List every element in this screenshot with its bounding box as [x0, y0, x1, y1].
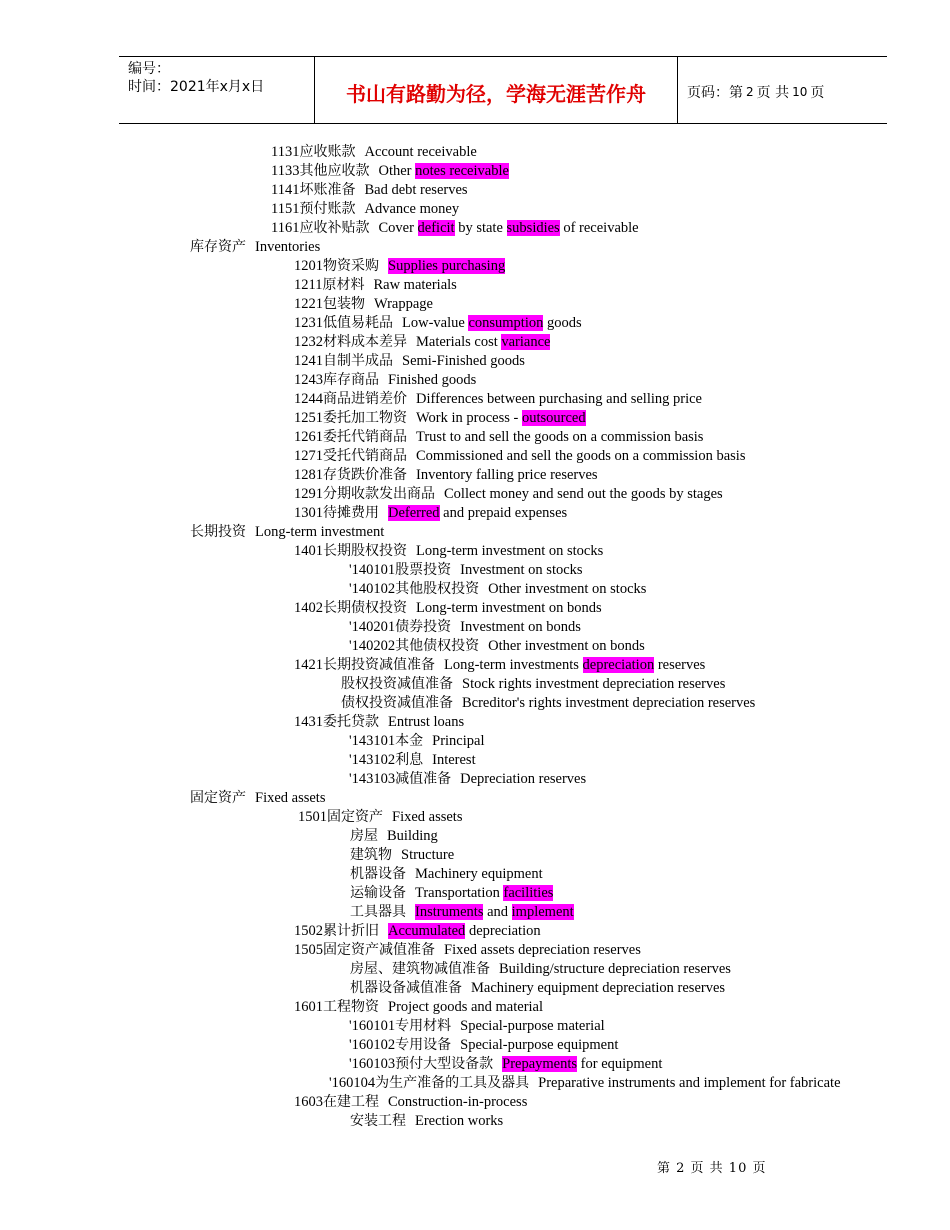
account-name-en: Fixed assets	[255, 790, 326, 806]
account-code: 1241	[294, 353, 323, 369]
account-name-en: Commissioned and sell the goods on a commission basis	[416, 448, 746, 464]
account-code: 1401	[294, 543, 323, 559]
account-name-en: reserves	[654, 657, 706, 673]
account-entry	[350, 1112, 503, 1131]
account-entry	[349, 732, 484, 751]
account-entry	[294, 998, 543, 1017]
account-name-zh: 股票投资	[395, 562, 452, 578]
account-name-en: Fixed assets	[392, 809, 463, 825]
account-name-en: Work in process -	[416, 410, 522, 426]
account-name-en: depreciation	[465, 923, 541, 939]
account-code: 1431	[294, 714, 323, 730]
account-name-en: Bcreditor's rights investment depreciation reserves	[462, 695, 756, 711]
account-name-en: for equipment	[577, 1056, 663, 1072]
account-code: '140101	[349, 562, 396, 578]
account-name-zh: 其他股权投资	[395, 581, 480, 597]
account-name-en: Differences between purchasing and selling price	[416, 391, 702, 407]
account-code: 1151	[271, 201, 300, 217]
account-name-en: Machinery equipment depreciation reserves	[471, 980, 726, 996]
account-name-en: Preparative instruments and implement for fabricate	[538, 1075, 841, 1091]
highlighted-term: Prepayments	[502, 1056, 578, 1072]
account-name-en: Semi-Finished goods	[402, 353, 525, 369]
account-entry	[350, 884, 553, 903]
account-code: 1231	[294, 315, 323, 331]
header-meta	[119, 57, 315, 123]
account-entry	[349, 561, 583, 580]
account-name-en: Cover	[378, 220, 418, 236]
account-name-zh: 机器设备减值准备	[350, 980, 462, 996]
account-name-en: and	[483, 904, 512, 920]
account-entry	[294, 485, 723, 504]
account-name-zh: 安装工程	[350, 1113, 406, 1129]
account-entry	[349, 770, 586, 789]
account-name-en: Long-term investment	[255, 524, 385, 540]
account-name-en: Principal	[432, 733, 485, 749]
account-name-en: Construction-in-process	[388, 1094, 528, 1110]
account-name-zh: 长期债权投资	[323, 600, 407, 616]
account-name-en: Investment on bonds	[460, 619, 581, 635]
account-entry	[294, 466, 598, 485]
account-entry	[350, 960, 731, 979]
account-name-zh: 长期投资减值准备	[323, 657, 435, 673]
account-entry	[349, 618, 581, 637]
page-suffix: 页	[810, 85, 825, 101]
account-code: 1402	[294, 600, 323, 616]
account-entry	[341, 694, 755, 713]
account-code: 1505	[294, 942, 323, 958]
highlighted-term: depreciation	[582, 657, 655, 673]
account-name-zh: 自制半成品	[323, 353, 393, 369]
header-motto: 书山有路勤为径，学海无涯苦作舟	[315, 57, 678, 123]
account-name-en: Finished goods	[388, 372, 477, 388]
account-code: '160103	[349, 1056, 396, 1072]
account-name-en: Long-term investment on stocks	[416, 543, 604, 559]
highlighted-term: Instruments	[415, 904, 484, 920]
account-code: '143102	[349, 752, 396, 768]
account-name-zh: 受托代销商品	[323, 448, 407, 464]
account-entry	[294, 542, 603, 561]
account-entry	[350, 865, 543, 884]
document-time-label: 时间：2021年x月x日	[128, 79, 265, 95]
account-name-en: Advance money	[364, 201, 460, 217]
highlighted-term: Supplies purchasing	[388, 258, 506, 274]
account-name-zh: 材料成本差异	[323, 334, 407, 350]
account-name-en: and prepaid expenses	[439, 505, 568, 521]
account-entry	[271, 181, 468, 200]
account-name-en: goods	[543, 315, 582, 331]
account-code: 1261	[294, 429, 323, 445]
account-entry	[350, 979, 725, 998]
account-name-en: Building	[387, 828, 438, 844]
account-name-en: of receivable	[559, 220, 639, 236]
account-entry	[190, 238, 320, 257]
account-entry	[294, 371, 476, 390]
account-name-zh: 在建工程	[323, 1094, 379, 1110]
account-code: 1141	[271, 182, 300, 198]
account-code: '140201	[349, 619, 396, 635]
account-name-zh: 房屋、建筑物减值准备	[350, 961, 490, 977]
account-entry	[294, 922, 541, 941]
account-name-zh: 长期投资	[190, 524, 246, 540]
highlighted-term: outsourced	[521, 410, 586, 426]
account-name-en: Other investment on bonds	[488, 638, 645, 654]
highlighted-term: notes receivable	[415, 163, 509, 179]
page-footer: 第 2 页 共 10 页	[657, 1161, 767, 1176]
account-name-zh: 待摊费用	[323, 505, 379, 521]
account-code: 1211	[294, 277, 323, 293]
account-name-zh: 库存资产	[190, 239, 246, 255]
account-entry	[294, 390, 702, 409]
account-entry	[294, 276, 457, 295]
account-name-en: Building/structure depreciation reserves	[499, 961, 731, 977]
account-code: '140202	[349, 638, 396, 654]
account-name-zh: 专用材料	[395, 1018, 452, 1034]
account-name-zh: 利息	[395, 752, 424, 768]
highlighted-term: variance	[501, 334, 551, 350]
account-name-en: Special-purpose equipment	[460, 1037, 619, 1053]
account-code: 1281	[294, 467, 323, 483]
account-name-zh: 委托贷款	[323, 714, 379, 730]
account-name-zh: 固定资产	[190, 790, 246, 806]
account-name-zh: 股权投资减值准备	[341, 676, 453, 692]
account-code: '160101	[349, 1018, 396, 1034]
account-entry	[294, 333, 550, 352]
account-name-zh: 应收补贴款	[299, 220, 370, 236]
account-name-en: Raw materials	[373, 277, 457, 293]
account-name-en: Low-value	[402, 315, 469, 331]
account-name-en: Depreciation reserves	[460, 771, 587, 787]
account-name-zh: 长期股权投资	[323, 543, 407, 559]
page-current: 2	[746, 85, 754, 99]
account-name-en: Long-term investments	[444, 657, 583, 673]
account-entry	[350, 903, 574, 922]
account-entry	[349, 1055, 662, 1074]
account-entry	[298, 808, 462, 827]
account-entry	[294, 941, 641, 960]
account-name-en: Account receivable	[364, 144, 477, 160]
account-name-zh: 固定资产减值准备	[323, 942, 435, 958]
account-name-zh: 包装物	[323, 296, 365, 312]
account-code: '143103	[349, 771, 396, 787]
account-entry	[294, 257, 505, 276]
account-code: '160104	[329, 1075, 376, 1091]
account-code: 1601	[294, 999, 323, 1015]
account-entry	[329, 1074, 841, 1093]
account-entry	[349, 580, 646, 599]
account-code: 1133	[271, 163, 300, 179]
account-entry	[271, 162, 509, 181]
account-name-zh: 存货跌价准备	[323, 467, 407, 483]
account-code: 1251	[294, 410, 323, 426]
document-number-label: 编号：	[128, 61, 170, 77]
account-entry	[294, 352, 525, 371]
account-name-zh: 为生产准备的工具及器具	[375, 1075, 530, 1091]
account-name-zh: 运输设备	[350, 885, 406, 901]
account-code: 1131	[271, 144, 300, 160]
account-code: 1501	[298, 809, 327, 825]
highlighted-term: implement	[511, 904, 574, 920]
page-prefix: 页码：第	[687, 85, 743, 101]
account-entry	[294, 504, 567, 523]
account-name-zh: 预付账款	[299, 201, 356, 217]
account-code: 1161	[271, 220, 300, 236]
account-entry	[294, 409, 586, 428]
page-header	[119, 56, 887, 124]
account-entry	[271, 219, 639, 238]
account-name-zh: 固定资产	[327, 809, 383, 825]
account-entry	[349, 751, 476, 770]
account-name-zh: 本金	[395, 733, 424, 749]
account-name-zh: 原材料	[322, 277, 365, 293]
account-entry	[350, 846, 454, 865]
account-code: 1301	[294, 505, 323, 521]
account-entry	[349, 637, 645, 656]
account-name-zh: 物资采购	[323, 258, 379, 274]
account-code: 1221	[294, 296, 323, 312]
account-entry	[349, 1036, 618, 1055]
account-name-zh: 应收账款	[299, 144, 356, 160]
page-mid: 页 共	[756, 85, 790, 101]
account-name-zh: 库存商品	[323, 372, 379, 388]
account-name-en: Entrust loans	[388, 714, 465, 730]
account-name-en: Machinery equipment	[415, 866, 543, 882]
account-name-zh: 减值准备	[395, 771, 452, 787]
account-name-zh: 债券投资	[395, 619, 452, 635]
account-name-en: Collect money and send out the goods by stages	[444, 486, 723, 502]
account-name-zh: 预付大型设备款	[395, 1056, 494, 1072]
account-entry	[271, 200, 459, 219]
page-total: 10	[792, 85, 808, 99]
account-entry	[349, 1017, 605, 1036]
account-entry	[294, 314, 582, 333]
account-name-zh: 机器设备	[350, 866, 406, 882]
account-name-zh: 工具器具	[350, 904, 406, 920]
account-entry	[271, 143, 477, 162]
account-name-zh: 商品进销差价	[323, 391, 407, 407]
account-name-en: Inventories	[255, 239, 321, 255]
account-code: 1271	[294, 448, 323, 464]
account-name-en: Other	[378, 163, 416, 179]
account-code: 1502	[294, 923, 323, 939]
account-entry	[294, 599, 602, 618]
account-name-en: Trust to and sell the goods on a commission basis	[416, 429, 704, 445]
account-entry	[190, 523, 384, 542]
account-name-zh: 工程物资	[323, 999, 379, 1015]
account-name-zh: 债权投资减值准备	[341, 695, 453, 711]
account-name-zh: 累计折旧	[323, 923, 379, 939]
account-code: 1244	[294, 391, 323, 407]
account-entry	[294, 656, 705, 675]
header-page-number	[678, 57, 887, 123]
account-name-zh: 委托代销商品	[323, 429, 407, 445]
account-name-en: Transportation	[415, 885, 504, 901]
account-name-en: Project goods and material	[388, 999, 544, 1015]
account-name-zh: 分期收款发出商品	[323, 486, 435, 502]
highlighted-term: subsidies	[506, 220, 560, 236]
account-entry	[294, 713, 464, 732]
highlighted-term: facilities	[503, 885, 554, 901]
account-code: '140102	[349, 581, 396, 597]
account-name-en: Structure	[401, 847, 455, 863]
account-name-en: Stock rights investment depreciation reserves	[462, 676, 726, 692]
account-name-en: Inventory falling price reserves	[416, 467, 598, 483]
highlighted-term: deficit	[417, 220, 455, 236]
account-name-en: Wrappage	[374, 296, 433, 312]
account-name-zh: 其他应收款	[299, 163, 370, 179]
account-entry	[294, 428, 703, 447]
account-entry	[190, 789, 325, 808]
account-name-en: Materials cost	[416, 334, 502, 350]
account-entry	[341, 675, 725, 694]
account-name-zh: 建筑物	[350, 847, 392, 863]
account-name-en: Bad debt reserves	[364, 182, 468, 198]
account-code: 1421	[294, 657, 323, 673]
account-name-en: Interest	[432, 752, 476, 768]
account-name-en: Fixed assets depreciation reserves	[444, 942, 641, 958]
account-entry	[294, 447, 745, 466]
account-code: '160102	[349, 1037, 396, 1053]
account-code: '143101	[349, 733, 396, 749]
account-name-zh: 专用设备	[395, 1037, 452, 1053]
account-code: 1201	[294, 258, 323, 274]
account-entry	[294, 1093, 527, 1112]
account-name-en: Erection works	[415, 1113, 504, 1129]
highlighted-term: Deferred	[388, 505, 440, 521]
account-name-zh: 房屋	[350, 828, 378, 844]
account-entry	[350, 827, 438, 846]
account-name-en: Special-purpose material	[460, 1018, 605, 1034]
account-entry	[294, 295, 433, 314]
account-name-en: Investment on stocks	[460, 562, 583, 578]
highlighted-term: Accumulated	[388, 923, 466, 939]
account-name-zh: 坏账准备	[299, 182, 356, 198]
account-code: 1232	[294, 334, 323, 350]
account-name-en: Long-term investment on bonds	[416, 600, 602, 616]
account-name-en: by state	[454, 220, 507, 236]
account-code: 1291	[294, 486, 323, 502]
highlighted-term: consumption	[468, 315, 544, 331]
account-code: 1243	[294, 372, 323, 388]
account-name-zh: 委托加工物资	[323, 410, 407, 426]
account-name-zh: 低值易耗品	[323, 315, 393, 331]
account-name-en: Other investment on stocks	[488, 581, 647, 597]
account-name-zh: 其他债权投资	[395, 638, 480, 654]
account-code: 1603	[294, 1094, 323, 1110]
